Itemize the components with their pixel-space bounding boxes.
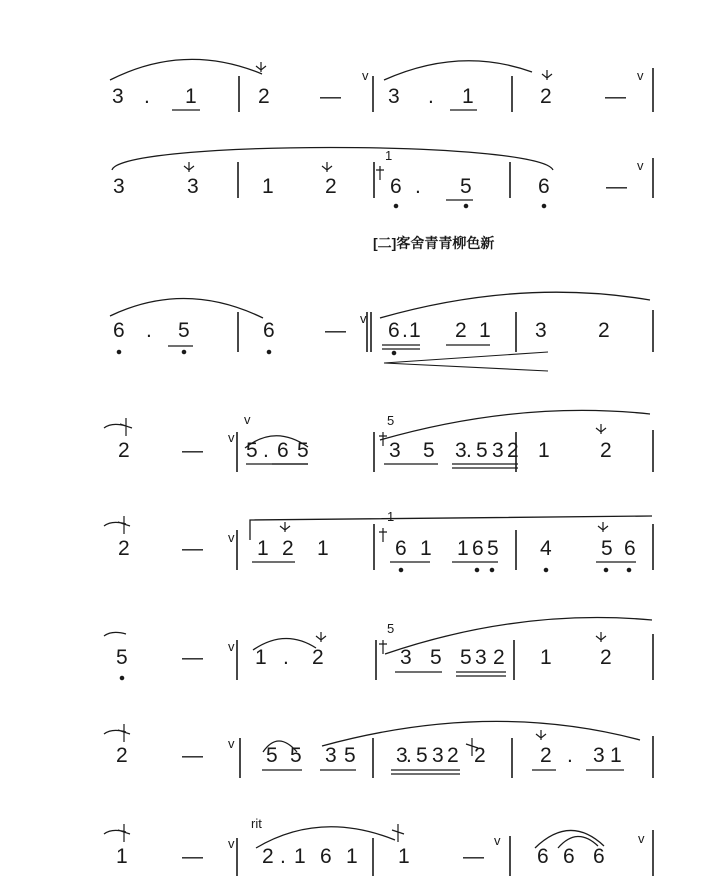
grace-note-number: 5 (387, 413, 395, 428)
note-s3-9: 2 (455, 319, 467, 342)
rit-marking: rit (251, 816, 262, 831)
notes-layer (112, 85, 636, 868)
note-s6-7: 5 (430, 646, 442, 669)
note-s1-10: — (605, 85, 626, 108)
note-s2-2: 3 (187, 175, 199, 198)
note-s5-8: 1 (457, 537, 469, 560)
note-s1-5: — (320, 85, 341, 108)
breath-mark: v (228, 836, 235, 851)
note-s8-10: 6 (537, 845, 549, 868)
note-s4-6: 5 (297, 439, 309, 462)
crescendo-hairpin (384, 352, 548, 371)
note-s3-4: 6 (263, 319, 275, 342)
note-s8-4: . (280, 845, 286, 868)
note-s3-1: 6 (113, 319, 125, 342)
note-s2-9: — (606, 175, 627, 198)
note-s3-7: . (402, 319, 408, 342)
note-s7-16: 1 (610, 744, 622, 767)
note-s3-2: . (146, 319, 152, 342)
note-s4-12: 3 (492, 439, 504, 462)
note-s5-4: 2 (282, 537, 294, 560)
note-s4-9: 3 (455, 439, 467, 462)
note-s4-8: 5 (423, 439, 435, 462)
note-s6-4: . (283, 646, 289, 669)
note-s2-1: 3 (113, 175, 125, 198)
ornaments (104, 62, 608, 842)
note-s6-1: 5 (116, 646, 128, 669)
note-s3-3: 5 (178, 319, 190, 342)
note-s1-9: 2 (540, 85, 552, 108)
breath-mark: v (494, 833, 501, 848)
breath-mark: v (228, 736, 235, 751)
note-s5-6: 6 (395, 537, 407, 560)
note-s6-6: 3 (400, 646, 412, 669)
breath-mark: v (638, 831, 645, 846)
breath-mark: v (362, 68, 369, 83)
note-s6-2: — (182, 646, 203, 669)
grace-note-number: 1 (387, 509, 395, 524)
note-s1-1: 3 (112, 85, 124, 108)
grace-note-number: 5 (387, 621, 395, 636)
note-s7-14: . (567, 744, 573, 767)
note-s7-12: 2 (474, 744, 486, 767)
note-s8-8: 1 (398, 845, 410, 868)
note-s2-5: 6 (390, 175, 402, 198)
note-s8-11: 6 (563, 845, 575, 868)
note-s3-12: 2 (598, 319, 610, 342)
note-s8-5: 1 (294, 845, 306, 868)
note-s7-10: 3 (432, 744, 444, 767)
note-s5-9: 6 (472, 537, 484, 560)
note-s4-3: 5 (246, 439, 258, 462)
note-s7-15: 3 (593, 744, 605, 767)
note-s6-3: 1 (255, 646, 267, 669)
note-s4-1: 2 (118, 439, 130, 462)
note-s8-12: 6 (593, 845, 605, 868)
note-s5-11: 4 (540, 537, 552, 560)
note-s7-4: 5 (290, 744, 302, 767)
note-s3-8: 1 (409, 319, 421, 342)
section-title: [二]客舍青青柳色新 (373, 235, 495, 251)
note-s7-7: 3 (396, 744, 408, 767)
note-s4-10: . (466, 439, 472, 462)
note-s5-10: 5 (487, 537, 499, 560)
note-s7-8: . (406, 744, 412, 767)
note-s7-3: 5 (266, 744, 278, 767)
note-s2-3: 1 (262, 175, 274, 198)
breath-mark: v (228, 530, 235, 545)
note-s5-7: 1 (420, 537, 432, 560)
note-s8-9: — (463, 845, 484, 868)
note-s4-13: 2 (507, 439, 519, 462)
note-s8-1: 1 (116, 845, 128, 868)
breath-mark: v (360, 311, 367, 326)
note-s4-2: — (182, 439, 203, 462)
breath-mark: v (228, 639, 235, 654)
note-s5-12: 5 (601, 537, 613, 560)
note-s7-6: 5 (344, 744, 356, 767)
note-s6-12: 2 (600, 646, 612, 669)
marks-layer (228, 68, 645, 851)
note-s4-15: 2 (600, 439, 612, 462)
breath-mark: v (637, 68, 644, 83)
note-s4-5: 6 (277, 439, 289, 462)
note-s4-7: 3 (389, 439, 401, 462)
note-s1-4: 2 (258, 85, 270, 108)
note-s1-8: 1 (462, 85, 474, 108)
note-s6-9: 3 (475, 646, 487, 669)
note-s5-5: 1 (317, 537, 329, 560)
note-s5-1: 2 (118, 537, 130, 560)
note-s1-6: 3 (388, 85, 400, 108)
note-s6-8: 5 (460, 646, 472, 669)
note-s2-7: 5 (460, 175, 472, 198)
note-s4-11: 5 (476, 439, 488, 462)
note-s7-2: — (182, 744, 203, 767)
note-s8-6: 6 (320, 845, 332, 868)
note-s7-11: 2 (447, 744, 459, 767)
note-s4-14: 1 (538, 439, 550, 462)
note-s3-5: — (325, 319, 346, 342)
breath-mark: v (228, 430, 235, 445)
note-s1-2: . (144, 85, 150, 108)
note-s3-11: 3 (535, 319, 547, 342)
note-s5-3: 1 (257, 537, 269, 560)
note-s6-11: 1 (540, 646, 552, 669)
note-s4-4: . (263, 439, 269, 462)
note-s8-2: — (182, 845, 203, 868)
note-s3-10: 1 (479, 319, 491, 342)
note-s5-2: — (182, 537, 203, 560)
note-s5-13: 6 (624, 537, 636, 560)
note-s1-7: . (428, 85, 434, 108)
note-s3-6: 6 (388, 319, 400, 342)
note-s2-6: . (415, 175, 421, 198)
note-s2-8: 6 (538, 175, 550, 198)
note-s6-10: 2 (493, 646, 505, 669)
grace-note-number: 1 (385, 148, 393, 163)
note-s1-3: 1 (185, 85, 197, 108)
note-s7-1: 2 (116, 744, 128, 767)
note-s8-3: 2 (262, 845, 274, 868)
note-s6-5: 2 (312, 646, 324, 669)
note-s7-9: 5 (416, 744, 428, 767)
breath-mark: v (637, 158, 644, 173)
note-s7-5: 3 (325, 744, 337, 767)
beams (168, 110, 636, 774)
note-s8-7: 1 (346, 845, 358, 868)
note-s7-13: 2 (540, 744, 552, 767)
note-s2-4: 2 (325, 175, 337, 198)
breath-mark: v (244, 412, 251, 427)
